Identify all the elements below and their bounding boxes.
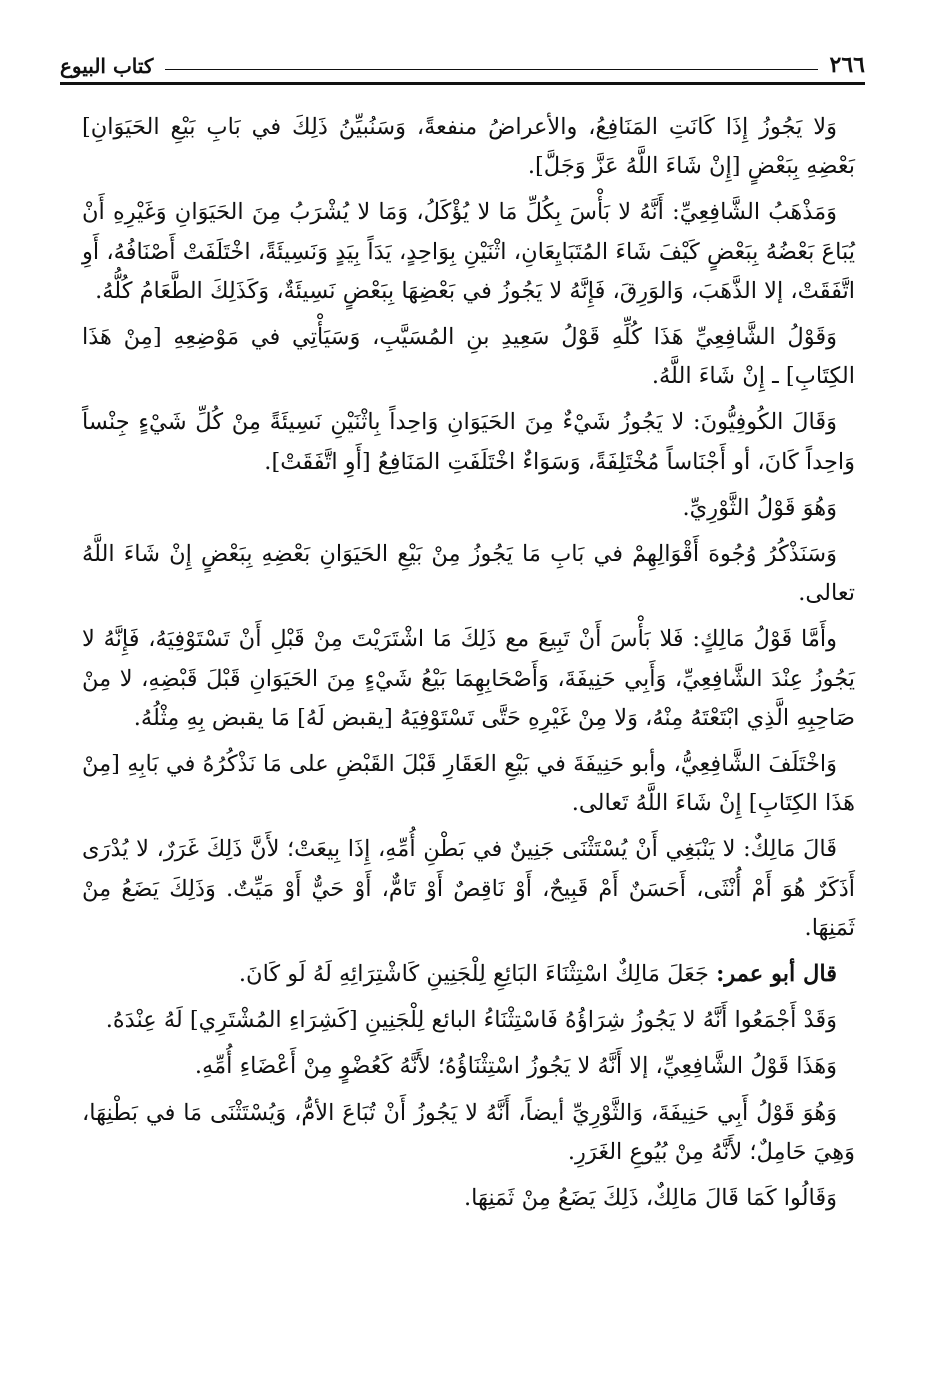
paragraph: وَهُوَ قَوْلُ أَبِي حَنِيفَةَ، وَالثَّوْرِيِّ أيضاً، أَنَّهُ لا يَجُوزُ أَنْ تُبَاعَ الأمُّ، وَيُسْتَثْنَى مَا في بَطْنِهَا، وَهِيَ حَامِلٌ؛ لأَنَّهُ مِنْ بُيُوعِ الغَرَرِ. xyxy=(82,1099,855,1165)
paragraph: قَالَ مَالِكٌ: لا يَنْبَغِي أَنْ يُسْتَثْنَى جَنِينٌ في بَطْنِ أُمِّهِ، إِذَا بِيعَتْ؛ لأَنَّ ذَلِكَ غَرَرٌ، لا يُدْرَى أَذَكَرٌ هُوَ أَمْ أُنْثَى، أَحَسَنٌ أَمْ قَبِيحٌ، أَوْ نَاقِصٌ أَوْ تَامٌّ، أَوْ حَيٌّ أَوْ مَيِّتٌ. وَذَلِكَ يَضَعُ مِنْ ثَمَنِهَا. xyxy=(82,836,855,941)
page-body xyxy=(82,108,855,1225)
paragraph-abu-umar xyxy=(82,955,855,994)
paragraph: وَقَوْلُ الشَّافِعِيِّ هَذَا كُلِّهِ قَوْلُ سَعِيدِ بنِ المُسَيَّبِ، وَسَيَأْتِي في مَوْضِعِهِ [مِنْ هَذَا الكِتَابِ] ـ إِنْ شَاءَ اللَّهُ. xyxy=(82,324,855,390)
paragraph: وَمَذْهَبُ الشَّافِعِيِّ: أَنَّهُ لا بَأْسَ بِكُلِّ مَا لا يُؤْكَلُ، وَمَا لا يُشْرَبُ مِنَ الحَيَوَانِ وَغَيْرِهِ أَنْ يُبَاعَ بَعْضُهُ بِبَعْضٍ كَيْفَ شَاءَ المُتَبَايِعَانِ، اثْنَيْنِ بِوَاحِدٍ، يَدَاً بِيَدٍ وَنَسِيئَةً، اخْتَلَفَتْ أَصْنَافُهُ، أَوِ اتَّفَقَتْ، إلا الذَّهَبَ، وَالوَرِقَ، فَإِنَّهُ لا يَجُوزُ في بَعْضِهَا بِبَعْضٍ نَسِيئَةٌ، وَكَذَلِكَ الطَّعَامُ كُلُّهُ. xyxy=(82,199,855,304)
header-rule xyxy=(60,82,865,85)
paragraph: وَهُوَ قَوْلُ الثَّوْرِيِّ. xyxy=(682,494,837,521)
paragraph: وأَمَّا قَوْلُ مَالِكٍ: فَلا بَأْسَ أَنْ تَبِيعَ مع ذَلِكَ مَا اشْتَرَيْتَ مِنْ قَبْلِ أَنْ تَسْتَوْفِيَهُ، فَإِنَّهُ لا يَجُوزُ عِنْدَ الشَّافِعِيِّ، وَأَبِي حَنِيفَةَ، وَأَصْحَابِهِمَا بَيْعُ شَيْءٍ مِنَ الحَيَوَانِ قَبْلَ قَبْضِهِ، لا مِنْ صَاحِبِهِ الَّذِي ابْتَعْتَهُ مِنْهُ، وَلا مِنْ غَيْرِهِ حَتَّى تَسْتَوْفِيَهُ [يقبض لَهُ] مَا يقبض بِهِ مِثْلُهُ. xyxy=(82,626,855,731)
paragraph: وَقَالُوا كَمَا قَالَ مَالِكٌ، ذَلِكَ يَضَعُ مِنْ ثَمَنِهَا. xyxy=(464,1185,837,1212)
running-title: كتاب البيوع xyxy=(60,54,154,78)
paragraph: وَقَدْ أَجْمَعُوا أَنَّهُ لا يَجُوزُ شِرَاؤُهُ فَاسْتِثْنَاءُ البائع لِلْجَنِينِ [كَشِرَاءِ المُشْتَرِي] لَهُ عِنْدَهُ. xyxy=(105,1007,837,1034)
paragraph: وَلا يَجُوزُ إِذَا كَانَتِ المَنَافِعُ، والأعراضُ منفعةً، وَسَنُبيِّنُ ذَلِكَ في بَابِ بَيْعِ الحَيَوَانِ] بَعْضِهِ بِبَعْضٍ [إِنْ شَاءَ اللَّهُ عَزَّ وَجَلَّ]. xyxy=(82,114,855,180)
speaker-label: قال أبو عمر: xyxy=(716,961,837,988)
paragraph: وَقَالَ الكُوفِيُّونَ: لا يَجُوزُ شَيْءٌ مِنَ الحَيَوَانِ وَاحِداً بِاثْنَيْنِ نَسِيئَةً مِنْ كُلِّ شَيْءٍ جِنْساً وَاحِداً كَانَ، أو أَجْنَاساً مُخْتَلِفَةً، وَسَوَاءٌ اخْتَلَفَتِ المَنَافِعُ [أَوِ اتَّفَقَتْ]. xyxy=(82,409,855,475)
header-line xyxy=(165,69,817,70)
page-number: ٢٦٦ xyxy=(829,52,865,78)
paragraph-text: جَعَلَ مَالِكٌ اسْتِثْنَاءَ البَائِعِ لِلْجَنِينِ كَاشْتِرَائِهِ لَهُ لَو كَانَ. xyxy=(238,961,709,988)
paragraph: وَاخْتَلَفَ الشَّافِعِيُّ، وأبو حَنِيفَةَ في بَيْعِ العَقَارِ قَبْلَ القَبْضِ على مَا نَذْكُرُهُ في بَابِهِ [مِنْ هَذَا الكِتَابِ] إِنْ شَاءَ اللَّهُ تَعالى. xyxy=(82,751,855,817)
paragraph: وَسَنَذْكُرُ وُجُوهَ أَقْوَالِهِمْ في بَابِ مَا يَجُوزُ مِنْ بَيْعِ الحَيَوَانِ بَعْضِهِ بِبَعْضٍ إِنْ شَاءَ اللَّهُ تعالى. xyxy=(82,541,855,607)
page-header xyxy=(60,38,865,78)
paragraph: وَهَذَا قَوْلُ الشَّافِعِيِّ، إلا أَنَّهُ لا يَجُوزُ اسْتِثْنَاؤُهُ؛ لأَنَّهُ كَعُضْوٍ مِنْ أَعْضَاءِ أُمِّهِ. xyxy=(194,1053,837,1080)
